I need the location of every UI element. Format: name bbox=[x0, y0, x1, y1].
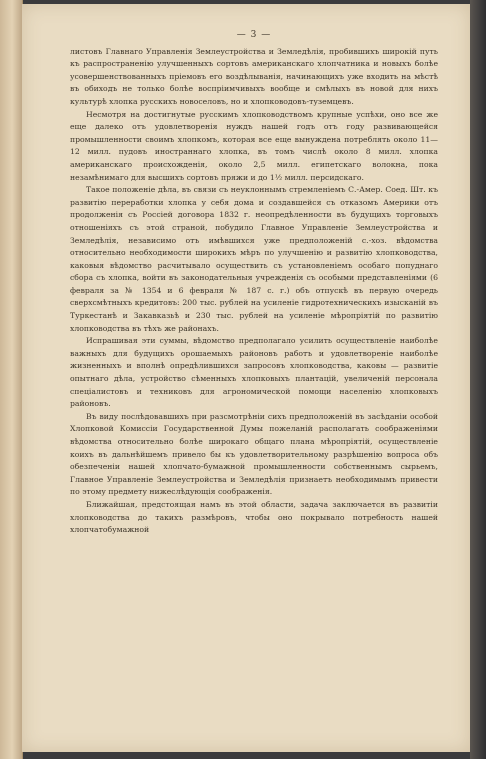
page-text bbox=[70, 29, 438, 537]
paragraph-4: Испрашивая эти суммы, вѣдомство предполагало усилить осуществленіе наиболѣе важныхъ для будущихъ орошаемыхъ районовъ работъ и удовлетвореніе наиболѣе жизненныхъ и вполнѣ опредѣлившихся запросовъ хлопководства, каковы — развитіе опытнаго дѣла, устройство сѣменныхъ хлопковыхъ плантацій, увеличеній персонала спеціалистовъ и техниковъ для агрономической помощи населенію хлопковыхъ районовъ. bbox=[70, 336, 438, 409]
book-spine bbox=[0, 0, 23, 759]
paragraph-5: Въ виду послѣдовавшихъ при разсмотрѣніи сихъ предположеній въ засѣданіи особой Хлопковой Комиссіи Государственной Думы пожеланій располагать соображеніями вѣдомства относительно болѣе широкаго общаго плана мѣропріятій, осуществленіе коихъ въ дальнѣйшемъ привело бы къ удовлетворительному разрѣшенію вопроса объ обезпеченіи нашей хлопчато-бумажной промышленности собственнымъ сырьемъ, Главное Управленіе Землеустройства и Земледѣлія признаетъ необходимымъ привести по этому предмету нижеслѣдующія соображенія. bbox=[70, 411, 438, 497]
paragraph-1: листовъ Главнаго Управленія Землеустройства и Земледѣлія, пробившихъ широкій путь къ распространенію улучшенныхъ сортовъ американскаго хлопчатника и новыхъ болѣе усовершенствованныхъ пріемовъ его воздѣлыванія, начинающихъ уже входить на мѣстѣ въ обиходъ не только болѣе воспріимчивыхъ вообще и смѣлыхъ въ новой для нихъ культурѣ хлопка русскихъ новоселовъ, но и хлопководовъ-туземцевъ. bbox=[70, 46, 438, 106]
book-edge bbox=[470, 0, 486, 759]
page-number: — 3 — bbox=[236, 30, 272, 40]
paragraph-6: Ближайшая, предстоящая намъ въ этой области, задача заключается въ развитіи хлопководства до такихъ размѣровъ, чтобы оно покрывало потребность нашей хлопчатобумажной bbox=[70, 499, 438, 535]
paragraph-2: Несмотря на достигнутые русскимъ хлопководствомъ крупные успѣхи, оно все же еще далеко отъ удовлетворенія нуждъ нашей годъ отъ году развивающейся промышленности своимъ хлопкомъ, которая все еще вынуждена потреблять около 11—12 милл. пудовъ иностраннаго хлопка, въ томъ числѣ около 8 милл. хлопка американскаго происхожденія, около 2,5 милл. египетскаго волокна, пока незамѣнимаго для высшихъ сортовъ пряжи и до 1½ милл. персидскаго. bbox=[70, 109, 438, 182]
paragraph-3: Такое положеніе дѣла, въ связи съ неуклоннымъ стремленіемъ С.-Амер. Соед. Шт. къ развитію переработки хлопка у себя дома и создавшейся съ отказомъ Америки отъ продолженія съ Россіей договора 1832 г. неопредѣленности въ будущихъ торговыхъ отношеніяхъ съ этой страной, побудило Главное Управленіе Землеустройства и Земледѣлія, независимо отъ имѣвшихся уже предположеній с.-хоз. вѣдомства относительно необходимости широкихъ мѣръ по улучшенію и развитію хлопководства, каковыя вѣдомство расчитывало осуществить съ установленіемъ особаго попуднаго сбора съ хлопка, войти въ законодательныя учрежденія съ особыми представленіями (6 февраля за № 1354 и 6 февраля № 187 с. г.) объ отпускѣ въ первую очередь сверхсмѣтныхъ кредитовъ: 200 тыс. рублей на усиленіе гидротехническихъ изысканій въ Туркестанѣ и Закавказьѣ и 230 тыс. рублей на усиленіе мѣропріятій по развитію хлопководства въ тѣхъ же районахъ. bbox=[70, 185, 438, 333]
